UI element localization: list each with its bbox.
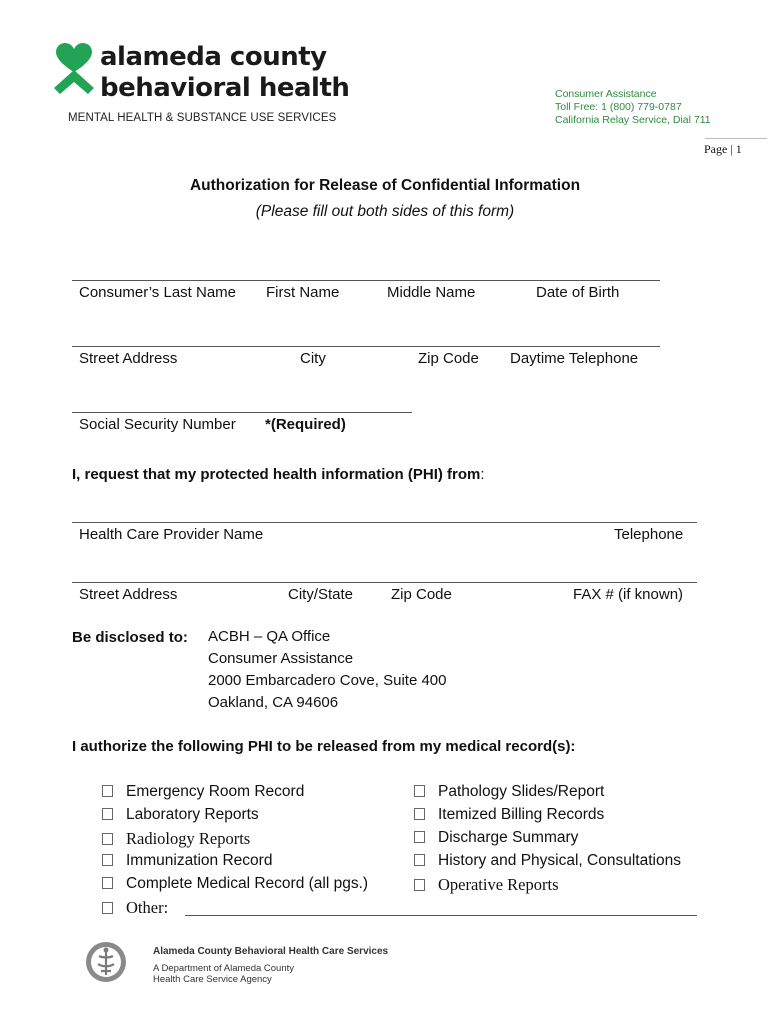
label-city: City: [300, 350, 326, 367]
disclosed-to-label: Be disclosed to:: [72, 629, 188, 646]
checkbox-icon[interactable]: [414, 879, 425, 891]
checkbox-icon[interactable]: [102, 808, 113, 820]
request-text: I, request that my protected health information (PHI) from: [72, 466, 481, 483]
ssn-required-note: *(Required): [265, 416, 346, 433]
label-provider-fax: FAX # (if known): [573, 586, 684, 603]
label-daytime-telephone: Daytime Telephone: [510, 350, 639, 367]
form-title: Authorization for Release of Confidential Information: [189, 177, 581, 194]
contact-line-1: Consumer Assistance: [555, 88, 657, 100]
authorize-statement: I authorize the following PHI to be released from my medical record(s):: [72, 738, 576, 755]
checkbox-pathology[interactable]: Pathology Slides/Report: [414, 783, 604, 801]
label-middle-name: Middle Name: [387, 284, 476, 301]
checkbox-icon[interactable]: [102, 902, 113, 914]
provider-address-line[interactable]: [72, 582, 697, 583]
checkbox-icon[interactable]: [414, 785, 425, 797]
label-street-address: Street Address: [79, 350, 178, 367]
other-input-line[interactable]: [185, 915, 697, 916]
consumer-address-line[interactable]: [72, 346, 660, 347]
page-number: Page | 1: [704, 142, 742, 156]
checkbox-emergency-room[interactable]: Emergency Room Record: [102, 783, 304, 801]
address-line: Oakland, CA 94606: [208, 694, 339, 711]
request-statement: [72, 466, 485, 483]
footer-org-name: Alameda County Behavioral Health Care Services: [153, 946, 389, 957]
checkbox-operative-reports[interactable]: Operative Reports: [414, 875, 559, 895]
checkbox-itemized-billing[interactable]: Itemized Billing Records: [414, 806, 604, 824]
address-line: 2000 Embarcadero Cove, Suite 400: [208, 672, 447, 689]
checkbox-other[interactable]: Other:: [102, 898, 168, 918]
label-ssn: Social Security Number: [79, 416, 236, 433]
label-provider-zip: Zip Code: [391, 586, 452, 603]
footer-line-2: Health Care Service Agency: [153, 974, 272, 985]
acbh-logo: [52, 42, 350, 132]
checkbox-radiology[interactable]: Radiology Reports: [102, 829, 250, 849]
consumer-assistance-contact: [555, 88, 711, 127]
request-colon: :: [480, 466, 485, 483]
label-last-name: Consumer’s Last Name: [79, 284, 237, 301]
checkbox-icon[interactable]: [102, 854, 113, 866]
logo-line-1: alameda county: [100, 42, 327, 72]
checkbox-icon[interactable]: [102, 833, 113, 845]
provider-name-line[interactable]: [72, 522, 697, 523]
heart-arrow-logo-icon: [52, 42, 96, 104]
address-line: Consumer Assistance: [208, 650, 354, 667]
checkbox-history-physical[interactable]: History and Physical, Consultations: [414, 852, 681, 870]
checkbox-immunization[interactable]: Immunization Record: [102, 852, 272, 870]
contact-line-2: Toll Free: 1 (800) 779-0787: [555, 101, 682, 113]
checkbox-icon[interactable]: [414, 831, 425, 843]
logo-subline: MENTAL HEALTH & SUBSTANCE USE SERVICES: [68, 112, 337, 124]
footer-line-1: A Department of Alameda County: [153, 963, 294, 974]
form-subtitle: (Please fill out both sides of this form): [255, 203, 515, 220]
checkbox-complete-record[interactable]: Complete Medical Record (all pgs.): [102, 875, 368, 893]
contact-line-3: California Relay Service, Dial 711: [555, 114, 711, 126]
header-rule: [705, 138, 767, 139]
label-provider-telephone: Telephone: [614, 526, 684, 543]
label-first-name: First Name: [266, 284, 340, 301]
ssn-line[interactable]: [72, 412, 412, 413]
label-zip-code: Zip Code: [418, 350, 479, 367]
logo-line-2: behavioral health: [100, 73, 350, 103]
label-provider-city-state: City/State: [288, 586, 354, 603]
label-provider-name: Health Care Provider Name: [79, 526, 264, 543]
checkbox-discharge-summary[interactable]: Discharge Summary: [414, 829, 578, 847]
address-line: ACBH – QA Office: [208, 628, 331, 645]
checkbox-icon[interactable]: [102, 785, 113, 797]
checkbox-icon[interactable]: [414, 854, 425, 866]
label-dob: Date of Birth: [536, 284, 620, 301]
checkbox-icon[interactable]: [102, 877, 113, 889]
checkbox-icon[interactable]: [414, 808, 425, 820]
checkbox-laboratory[interactable]: Laboratory Reports: [102, 806, 259, 824]
disclosed-address: [208, 626, 446, 714]
label-provider-street: Street Address: [79, 586, 178, 603]
consumer-name-line[interactable]: [72, 280, 660, 281]
county-seal-icon: [84, 940, 128, 984]
